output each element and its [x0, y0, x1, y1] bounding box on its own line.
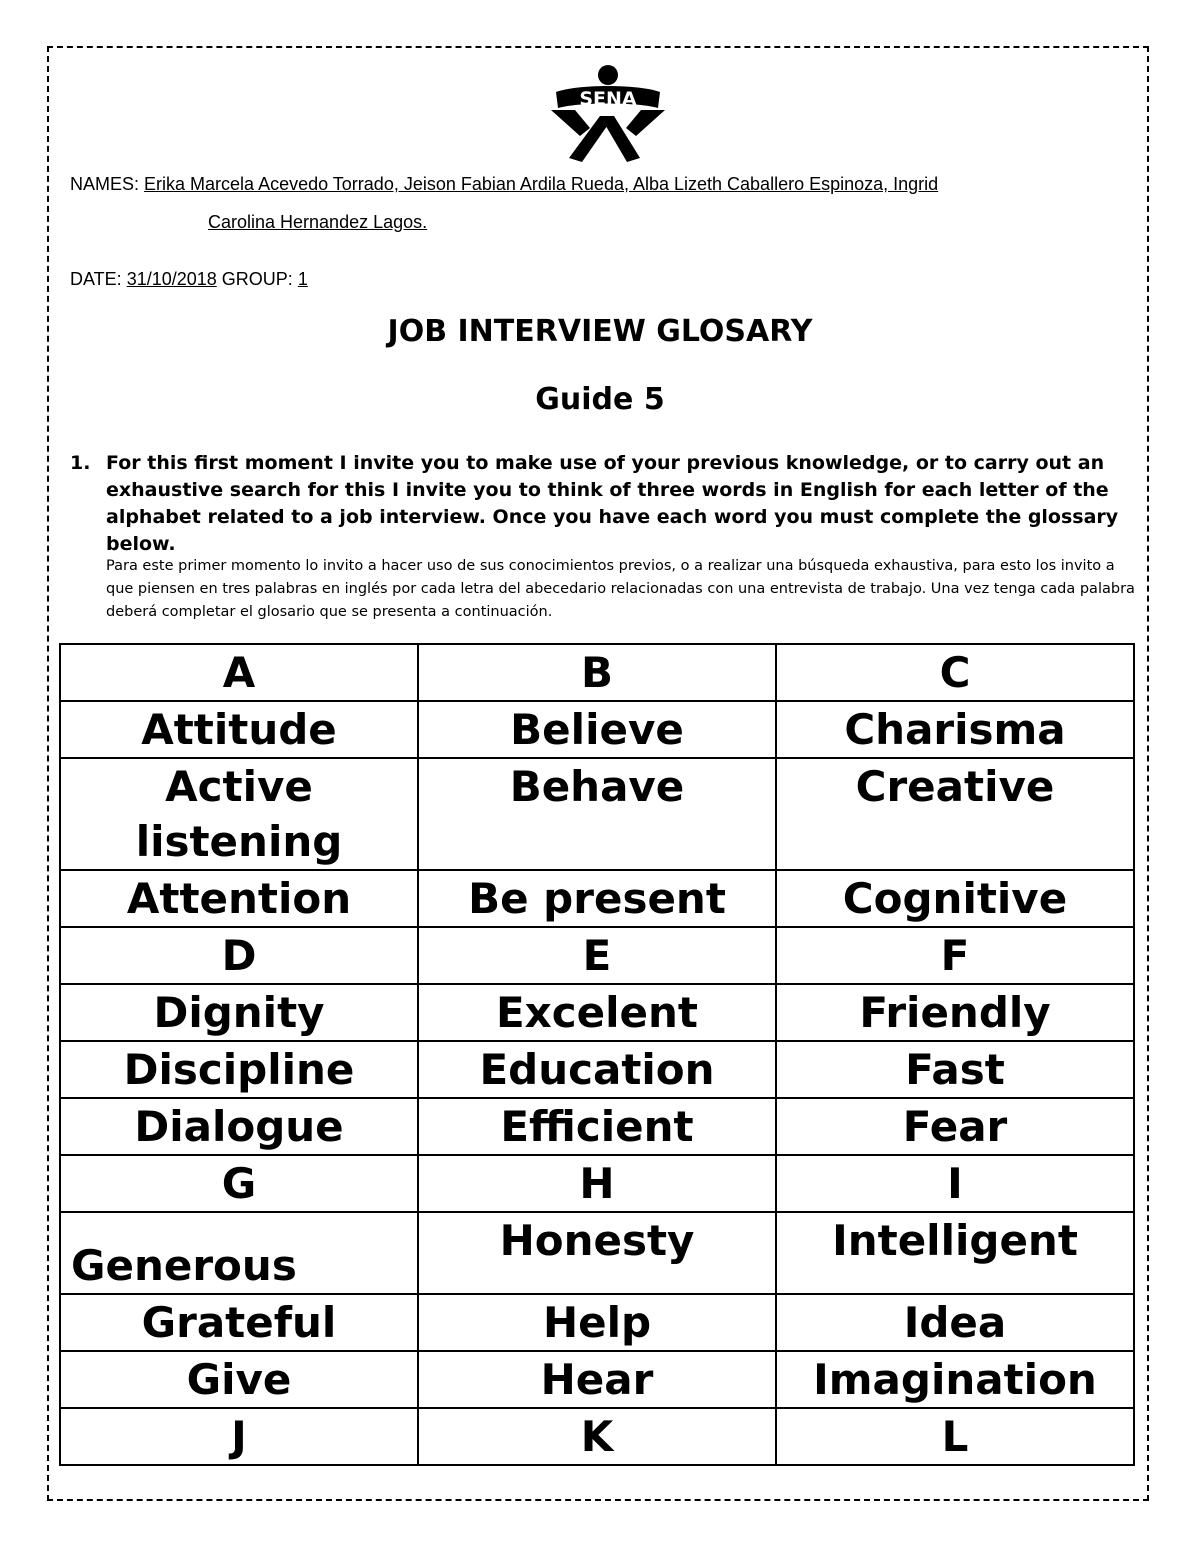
- letter-cell: A: [60, 644, 418, 701]
- table-row: [60, 1212, 1134, 1294]
- word-cell: Creative: [776, 758, 1134, 870]
- word-cell: Fear: [776, 1098, 1134, 1155]
- names-value: Erika Marcela Acevedo Torrado, Jeison Fabian Ardila Rueda, Alba Lizeth Caballero Espinoza, Ingrid: [144, 174, 939, 194]
- table-row: [60, 644, 1134, 701]
- table-row: [60, 1098, 1134, 1155]
- letter-cell: F: [776, 927, 1134, 984]
- word-cell: Active listening: [60, 758, 418, 870]
- date-value: 31/10/2018: [126, 269, 217, 289]
- word-cell: Generous: [60, 1212, 418, 1294]
- names-label: NAMES:: [70, 174, 140, 194]
- table-row: [60, 927, 1134, 984]
- word-cell: Charisma: [776, 701, 1134, 758]
- logo-text: SENA: [579, 88, 637, 110]
- word-cell: Grateful: [60, 1294, 418, 1351]
- word-cell: Believe: [418, 701, 776, 758]
- word-cell: Dialogue: [60, 1098, 418, 1155]
- letter-cell: E: [418, 927, 776, 984]
- table-row: [60, 701, 1134, 758]
- glossary-table: [59, 643, 1135, 1466]
- word-cell: Attention: [60, 870, 418, 927]
- letter-cell: H: [418, 1155, 776, 1212]
- word-cell: Hear: [418, 1351, 776, 1408]
- instruction-english: For this first moment I invite you to make use of your previous knowledge, or to carry out an exhaustive search for this I invite you to think of three words in English for each letter of the alphabet related to a job interview. Once you have each word you must complete the glossary below.: [106, 452, 1119, 555]
- page-subtitle: Guide 5: [535, 382, 665, 417]
- letter-cell: K: [418, 1408, 776, 1465]
- word-cell: Efficient: [418, 1098, 776, 1155]
- table-row: [60, 1041, 1134, 1098]
- word-cell: Imagination: [776, 1351, 1134, 1408]
- letter-cell: I: [776, 1155, 1134, 1212]
- word-cell: Help: [418, 1294, 776, 1351]
- letter-cell: C: [776, 644, 1134, 701]
- page-title: JOB INTERVIEW GLOSARY: [387, 314, 813, 349]
- word-cell: Cognitive: [776, 870, 1134, 927]
- word-cell: Fast: [776, 1041, 1134, 1098]
- instruction-number: 1.: [70, 452, 91, 474]
- date-label: DATE:: [70, 269, 122, 289]
- names-line-continued: [208, 211, 427, 233]
- letter-cell: G: [60, 1155, 418, 1212]
- word-cell: Education: [418, 1041, 776, 1098]
- names-line: [70, 173, 938, 195]
- instruction-spanish: Para este primer momento lo invito a hacer uso de sus conocimientos previos, o a realizar una búsqueda exhaustiva, para esto los invito a que piensen en tres palabras en inglés por cada letra del abecedario relacionadas con una entrevista de trabajo. Una vez tenga cada palabra deberá completar el glosario que se presenta a continuación.: [106, 558, 1135, 620]
- letter-cell: L: [776, 1408, 1134, 1465]
- table-row: [60, 984, 1134, 1041]
- word-cell: Attitude: [60, 701, 418, 758]
- word-cell: Dignity: [60, 984, 418, 1041]
- table-row: [60, 1408, 1134, 1465]
- letter-cell: J: [60, 1408, 418, 1465]
- table-row: [60, 1351, 1134, 1408]
- table-row: [60, 1294, 1134, 1351]
- table-row: [60, 1155, 1134, 1212]
- word-cell: Friendly: [776, 984, 1134, 1041]
- names-value-continued: Carolina Hernandez Lagos.: [208, 212, 428, 232]
- word-cell: Honesty: [418, 1212, 776, 1294]
- group-label: GROUP:: [221, 269, 293, 289]
- table-row: [60, 870, 1134, 927]
- word-cell: Excelent: [418, 984, 776, 1041]
- table-row: [60, 758, 1134, 870]
- word-cell: Intelligent: [776, 1212, 1134, 1294]
- sena-logo-icon: [548, 62, 668, 166]
- word-cell: Be present: [418, 870, 776, 927]
- letter-cell: B: [418, 644, 776, 701]
- group-value: 1: [297, 269, 308, 289]
- word-cell: Discipline: [60, 1041, 418, 1098]
- word-cell: Give: [60, 1351, 418, 1408]
- word-cell: Idea: [776, 1294, 1134, 1351]
- word-cell: Behave: [418, 758, 776, 870]
- letter-cell: D: [60, 927, 418, 984]
- date-group-line: [70, 268, 308, 290]
